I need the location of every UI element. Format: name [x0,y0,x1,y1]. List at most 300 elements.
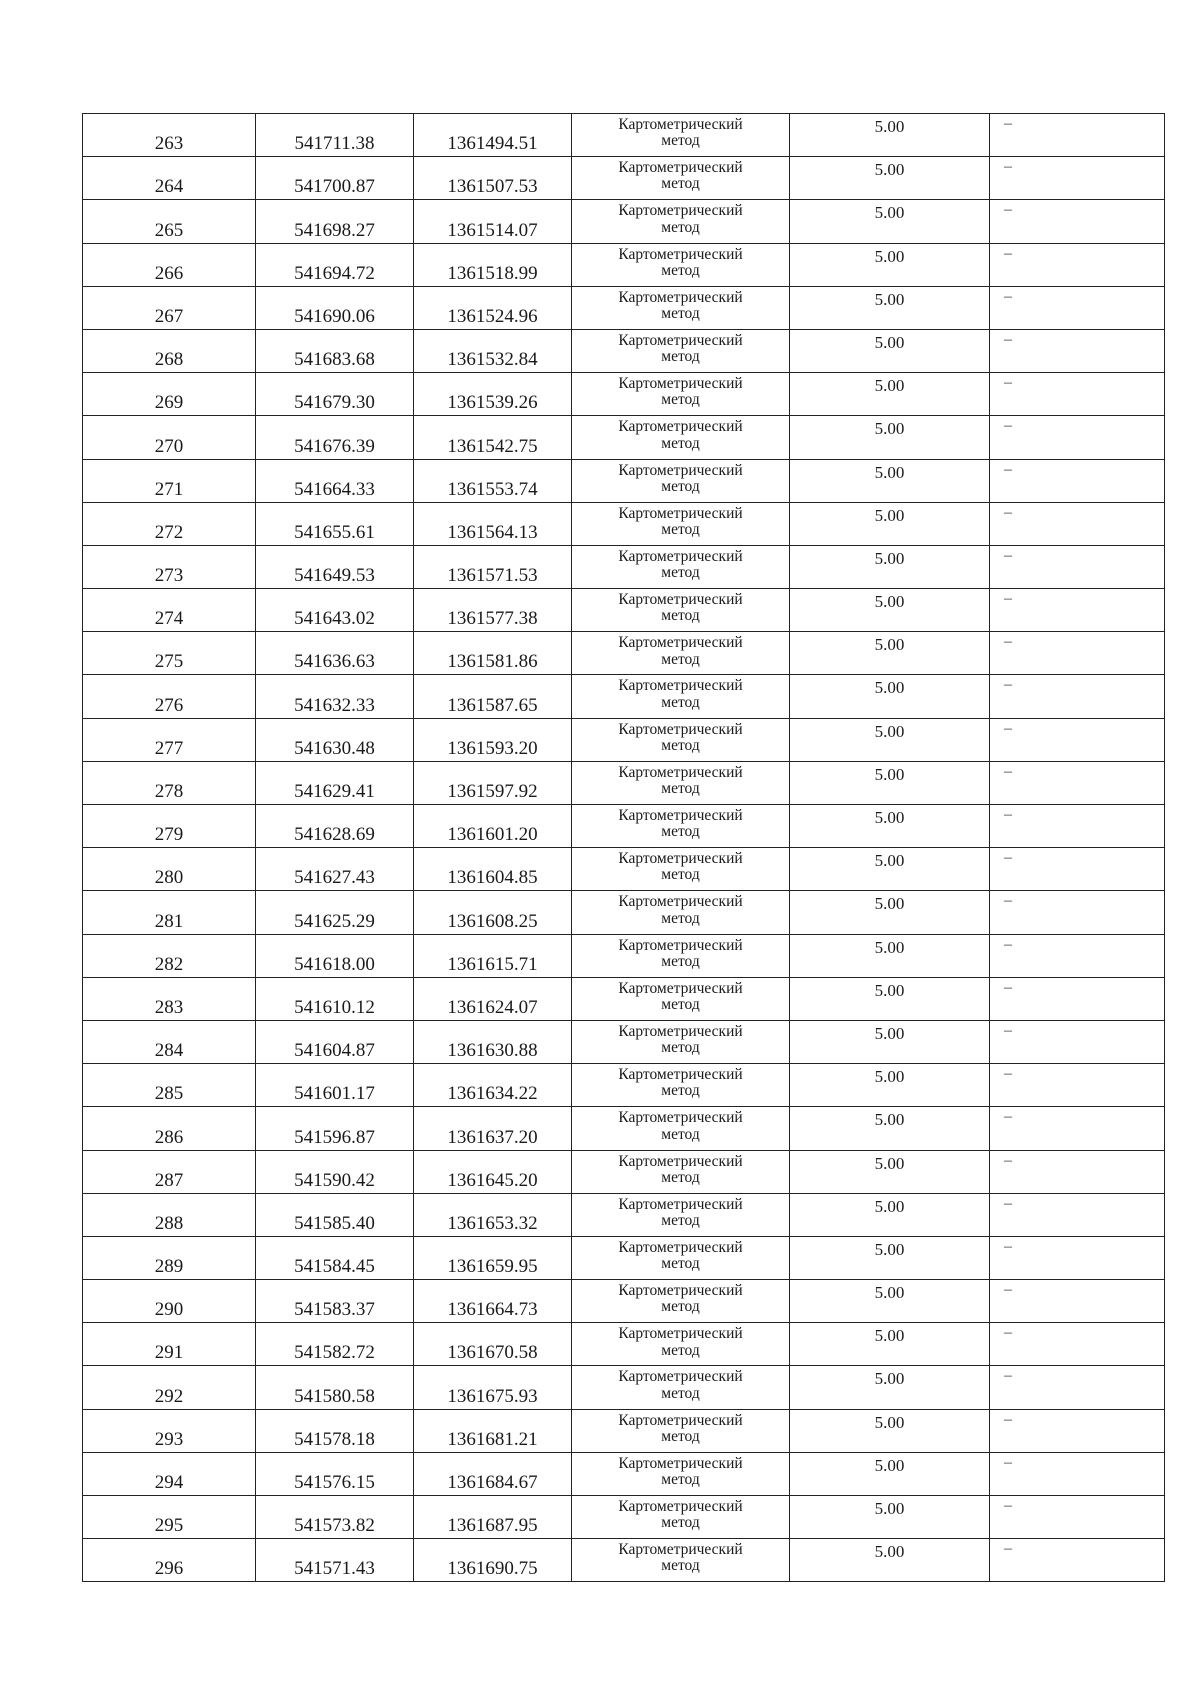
table-row [83,934,1165,977]
point-number-cell [83,805,256,848]
y-coordinate-cell [414,1064,572,1107]
x-coordinate-cell [256,1323,414,1366]
description-cell [990,200,1165,243]
x-coordinate-cell [256,545,414,588]
y-coordinate: 1361684.67 [447,1472,538,1493]
x-coordinate-cell [256,286,414,329]
method-line-1: Картометрический [618,1282,743,1300]
point-number-cell [83,1020,256,1063]
method-line-2: метод [661,564,700,582]
error-cell [790,718,990,761]
method-line-1: Картометрический [618,1411,743,1429]
y-coordinate-cell [414,1323,572,1366]
error-cell [790,1064,990,1107]
method-cell [572,243,790,286]
table-row [83,1323,1165,1366]
x-coordinate-cell [256,243,414,286]
x-coordinate: 541576.15 [294,1472,375,1493]
description-value: – [1004,330,1012,348]
table-row [83,373,1165,416]
x-coordinate: 541618.00 [294,953,375,975]
y-coordinate-cell [414,891,572,934]
method-line-1: Картометрический [618,504,743,522]
error-cell [790,632,990,675]
point-number-cell [83,1236,256,1279]
y-coordinate: 1361507.53 [447,176,538,198]
table-row [83,632,1165,675]
description-cell [990,891,1165,934]
table-row [83,1366,1165,1409]
x-coordinate-cell [256,934,414,977]
method-cell [572,1193,790,1236]
error-value: 5.00 [874,246,905,266]
y-coordinate: 1361653.32 [447,1212,538,1234]
point-number: 279 [154,824,184,846]
error-cell [790,977,990,1020]
description-cell [990,286,1165,329]
method-line-2: метод [661,132,700,150]
error-cell [790,114,990,157]
point-number: 267 [154,305,184,327]
point-number: 276 [154,694,184,716]
method-text [572,1067,789,1100]
table-row [83,675,1165,718]
x-coordinate-cell [256,891,414,934]
method-cell [572,934,790,977]
method-line-2: метод [661,1298,700,1316]
x-coordinate: 541601.17 [294,1083,375,1105]
point-number: 278 [154,781,184,802]
method-text [572,1283,789,1316]
method-line-2: метод [661,477,700,495]
description-value: – [1004,1540,1012,1558]
method-line-2: метод [661,391,700,409]
method-line-2: метод [661,650,700,668]
y-coordinate-cell [414,373,572,416]
method-line-1: Картометрический [618,245,743,263]
error-value: 5.00 [874,1283,905,1303]
method-cell [572,1539,790,1582]
description-value: – [1004,590,1012,608]
description-cell [990,632,1165,675]
method-text [572,160,789,193]
y-coordinate-cell [414,848,572,891]
method-text [572,808,789,841]
description-value: – [1004,892,1012,910]
method-line-1: Картометрический [618,116,743,133]
method-cell [572,805,790,848]
point-number-cell [83,459,256,502]
point-number: 286 [154,1126,184,1148]
method-line-1: Картометрический [618,893,743,911]
x-coordinate: 541628.69 [294,824,375,846]
description-value: – [1004,417,1012,435]
y-coordinate: 1361601.20 [447,824,538,846]
description-cell [990,114,1165,157]
method-text [572,1413,789,1446]
x-coordinate: 541655.61 [294,521,375,543]
method-line-2: метод [661,1427,700,1445]
point-number-cell [83,1193,256,1236]
method-line-2: метод [661,520,700,538]
method-line-2: метод [661,218,700,236]
method-line-2: метод [661,175,700,193]
x-coordinate-cell [256,114,414,157]
error-cell [790,1452,990,1495]
table-row [83,805,1165,848]
table-row [83,1280,1165,1323]
description-value: – [1004,1453,1012,1471]
y-coordinate-cell [414,632,572,675]
table-row [83,502,1165,545]
y-coordinate: 1361581.86 [447,651,538,673]
point-number: 275 [154,651,184,673]
method-text [572,1542,789,1575]
method-text [572,1197,789,1230]
description-value: – [1004,935,1012,953]
point-number-cell [83,761,256,804]
error-value: 5.00 [874,1110,905,1130]
point-number: 296 [154,1558,184,1580]
description-cell [990,416,1165,459]
point-number-cell [83,502,256,545]
description-cell [990,1323,1165,1366]
table-row [83,589,1165,632]
point-number-cell [83,1539,256,1582]
method-cell [572,977,790,1020]
x-coordinate: 541627.43 [294,867,375,889]
point-number: 269 [154,392,184,414]
method-cell [572,891,790,934]
method-cell [572,286,790,329]
table-row [83,1236,1165,1279]
y-coordinate: 1361514.07 [447,219,538,241]
x-coordinate: 541711.38 [294,133,375,155]
description-cell [990,1150,1165,1193]
method-line-1: Картометрический [618,1368,743,1386]
y-coordinate-cell [414,1539,572,1582]
description-value: – [1004,244,1012,262]
method-line-2: метод [661,693,700,711]
x-coordinate: 541694.72 [294,262,375,284]
method-line-1: Картометрический [618,807,743,824]
method-cell [572,761,790,804]
y-coordinate: 1361645.20 [447,1169,538,1191]
error-cell [790,243,990,286]
y-coordinate: 1361524.96 [447,305,538,327]
description-value: – [1004,1151,1012,1169]
method-line-1: Картометрический [618,763,743,781]
point-number: 295 [154,1515,184,1537]
description-cell [990,675,1165,718]
point-number-cell [83,589,256,632]
error-value: 5.00 [874,851,905,871]
method-line-1: Картометрический [618,677,743,695]
method-line-1: Картометрический [618,1066,743,1084]
table-row [83,243,1165,286]
point-number-cell [83,1280,256,1323]
method-text [572,592,789,625]
x-coordinate-cell [256,632,414,675]
x-coordinate-cell [256,805,414,848]
error-value: 5.00 [874,1542,905,1562]
method-cell [572,1366,790,1409]
point-number: 265 [154,219,184,241]
method-line-2: метод [661,434,700,452]
description-value: – [1004,1410,1012,1428]
method-line-1: Картометрический [618,288,743,306]
error-value: 5.00 [874,1326,905,1346]
y-coordinate: 1361664.73 [447,1299,538,1321]
method-cell [572,459,790,502]
point-number: 271 [154,478,184,500]
description-cell [990,1366,1165,1409]
x-coordinate-cell [256,1409,414,1452]
point-number-cell [83,200,256,243]
table-row [83,1452,1165,1495]
method-cell [572,1236,790,1279]
y-coordinate-cell [414,1280,572,1323]
x-coordinate-cell [256,459,414,502]
x-coordinate-cell [256,1107,414,1150]
x-coordinate-cell [256,761,414,804]
y-coordinate: 1361670.58 [447,1342,538,1364]
x-coordinate: 541630.48 [294,737,375,759]
description-cell [990,329,1165,372]
description-value: – [1004,1324,1012,1342]
error-value: 5.00 [874,1499,905,1518]
method-cell [572,502,790,545]
method-line-2: метод [661,780,700,798]
y-coordinate-cell [414,718,572,761]
error-cell [790,286,990,329]
description-cell [990,805,1165,848]
method-text [572,1456,789,1489]
point-number: 283 [154,996,184,1018]
y-coordinate: 1361690.75 [447,1558,538,1580]
method-text [572,1240,789,1273]
method-line-1: Картометрический [618,1152,743,1170]
description-value: – [1004,1281,1012,1299]
table-row [83,1409,1165,1452]
y-coordinate-cell [414,805,572,848]
method-cell [572,718,790,761]
method-cell [572,1323,790,1366]
method-line-2: метод [661,736,700,754]
y-coordinate: 1361539.26 [447,392,538,414]
y-coordinate: 1361624.07 [447,996,538,1018]
error-cell [790,329,990,372]
x-coordinate: 541700.87 [294,176,375,198]
method-cell [572,1150,790,1193]
method-text [572,894,789,927]
point-number-cell [83,373,256,416]
table-row [83,1107,1165,1150]
y-coordinate: 1361494.51 [447,133,538,155]
error-cell [790,373,990,416]
point-number-cell [83,1064,256,1107]
x-coordinate-cell [256,977,414,1020]
y-coordinate: 1361564.13 [447,521,538,543]
error-value: 5.00 [874,937,905,957]
description-cell [990,934,1165,977]
x-coordinate: 541676.39 [294,435,375,457]
method-line-2: метод [661,348,700,366]
method-line-2: метод [661,909,700,927]
method-cell [572,1409,790,1452]
error-cell [790,934,990,977]
table-row [83,761,1165,804]
method-line-1: Картометрический [618,547,743,565]
x-coordinate: 541580.58 [294,1385,375,1407]
description-cell [990,502,1165,545]
method-cell [572,157,790,200]
method-line-1: Картометрический [618,202,743,220]
method-text [572,1326,789,1359]
method-line-1: Картометрический [618,159,743,177]
description-cell [990,718,1165,761]
method-text [572,1499,789,1532]
table-row [83,1064,1165,1107]
point-number-cell [83,329,256,372]
method-text [572,851,789,884]
method-line-1: Картометрический [618,1454,743,1472]
x-coordinate: 541571.43 [294,1558,375,1580]
description-cell [990,243,1165,286]
point-number-cell [83,891,256,934]
description-value: – [1004,115,1012,132]
y-coordinate-cell [414,1409,572,1452]
point-number: 288 [154,1212,184,1234]
method-text [572,463,789,496]
method-line-1: Картометрический [618,461,743,479]
method-line-1: Картометрический [618,591,743,609]
method-text [572,1369,789,1402]
y-coordinate: 1361604.85 [447,867,538,889]
error-value: 5.00 [874,1455,905,1475]
method-cell [572,589,790,632]
x-coordinate-cell [256,1280,414,1323]
error-value: 5.00 [874,592,905,612]
x-coordinate: 541584.45 [294,1256,375,1278]
x-coordinate-cell [256,718,414,761]
point-number-cell [83,977,256,1020]
y-coordinate-cell [414,157,572,200]
y-coordinate: 1361518.99 [447,262,538,284]
table-row [83,1150,1165,1193]
description-value: – [1004,1194,1012,1212]
y-coordinate-cell [414,934,572,977]
method-line-2: метод [661,305,700,323]
y-coordinate: 1361615.71 [447,953,538,975]
point-number-cell [83,286,256,329]
method-line-1: Картометрический [618,634,743,652]
method-line-2: метод [661,1082,700,1100]
description-cell [990,1409,1165,1452]
x-coordinate: 541585.40 [294,1212,375,1234]
table-row [83,891,1165,934]
point-number: 273 [154,565,184,587]
method-line-1: Картометрический [618,1109,743,1127]
description-value: – [1004,374,1012,392]
method-text [572,938,789,971]
error-value: 5.00 [874,203,905,223]
error-value: 5.00 [874,1412,905,1432]
x-coordinate-cell [256,1452,414,1495]
description-value: – [1004,1367,1012,1385]
description-cell [990,1496,1165,1539]
description-value: – [1004,849,1012,867]
point-number: 287 [154,1169,184,1191]
point-number: 289 [154,1256,184,1278]
x-coordinate: 541590.42 [294,1169,375,1191]
method-cell [572,1452,790,1495]
error-cell [790,1409,990,1452]
method-cell [572,1280,790,1323]
description-value: – [1004,546,1012,564]
table-row [83,157,1165,200]
y-coordinate: 1361553.74 [447,478,538,500]
description-cell [990,373,1165,416]
y-coordinate-cell [414,1020,572,1063]
method-line-1: Картометрический [618,1195,743,1213]
x-coordinate: 541582.72 [294,1342,375,1364]
y-coordinate-cell [414,1193,572,1236]
error-cell [790,200,990,243]
method-line-1: Картометрический [618,720,743,738]
method-line-2: метод [661,1557,700,1575]
x-coordinate: 541610.12 [294,996,375,1018]
error-value: 5.00 [874,1239,905,1259]
x-coordinate: 541664.33 [294,478,375,500]
error-cell [790,1193,990,1236]
error-cell [790,1107,990,1150]
y-coordinate-cell [414,200,572,243]
description-cell [990,761,1165,804]
coordinates-table-body [83,114,1165,1582]
method-text [572,290,789,323]
x-coordinate-cell [256,416,414,459]
point-number-cell [83,934,256,977]
description-value: – [1004,719,1012,737]
point-number-cell [83,1150,256,1193]
error-cell [790,416,990,459]
description-value: – [1004,460,1012,478]
error-value: 5.00 [874,117,905,136]
description-value: – [1004,201,1012,219]
point-number: 281 [154,910,184,932]
error-value: 5.00 [874,332,905,352]
y-coordinate: 1361634.22 [447,1083,538,1105]
table-row [83,114,1165,157]
description-value: – [1004,1065,1012,1083]
y-coordinate-cell [414,977,572,1020]
description-cell [990,459,1165,502]
point-number: 294 [154,1472,184,1493]
description-cell [990,1064,1165,1107]
method-cell [572,416,790,459]
table-row [83,1020,1165,1063]
error-cell [790,545,990,588]
x-coordinate-cell [256,1236,414,1279]
method-cell [572,114,790,157]
point-number: 266 [154,262,184,284]
error-cell [790,805,990,848]
method-text [572,722,789,755]
error-value: 5.00 [874,505,905,525]
error-cell [790,502,990,545]
method-line-2: метод [661,1125,700,1143]
